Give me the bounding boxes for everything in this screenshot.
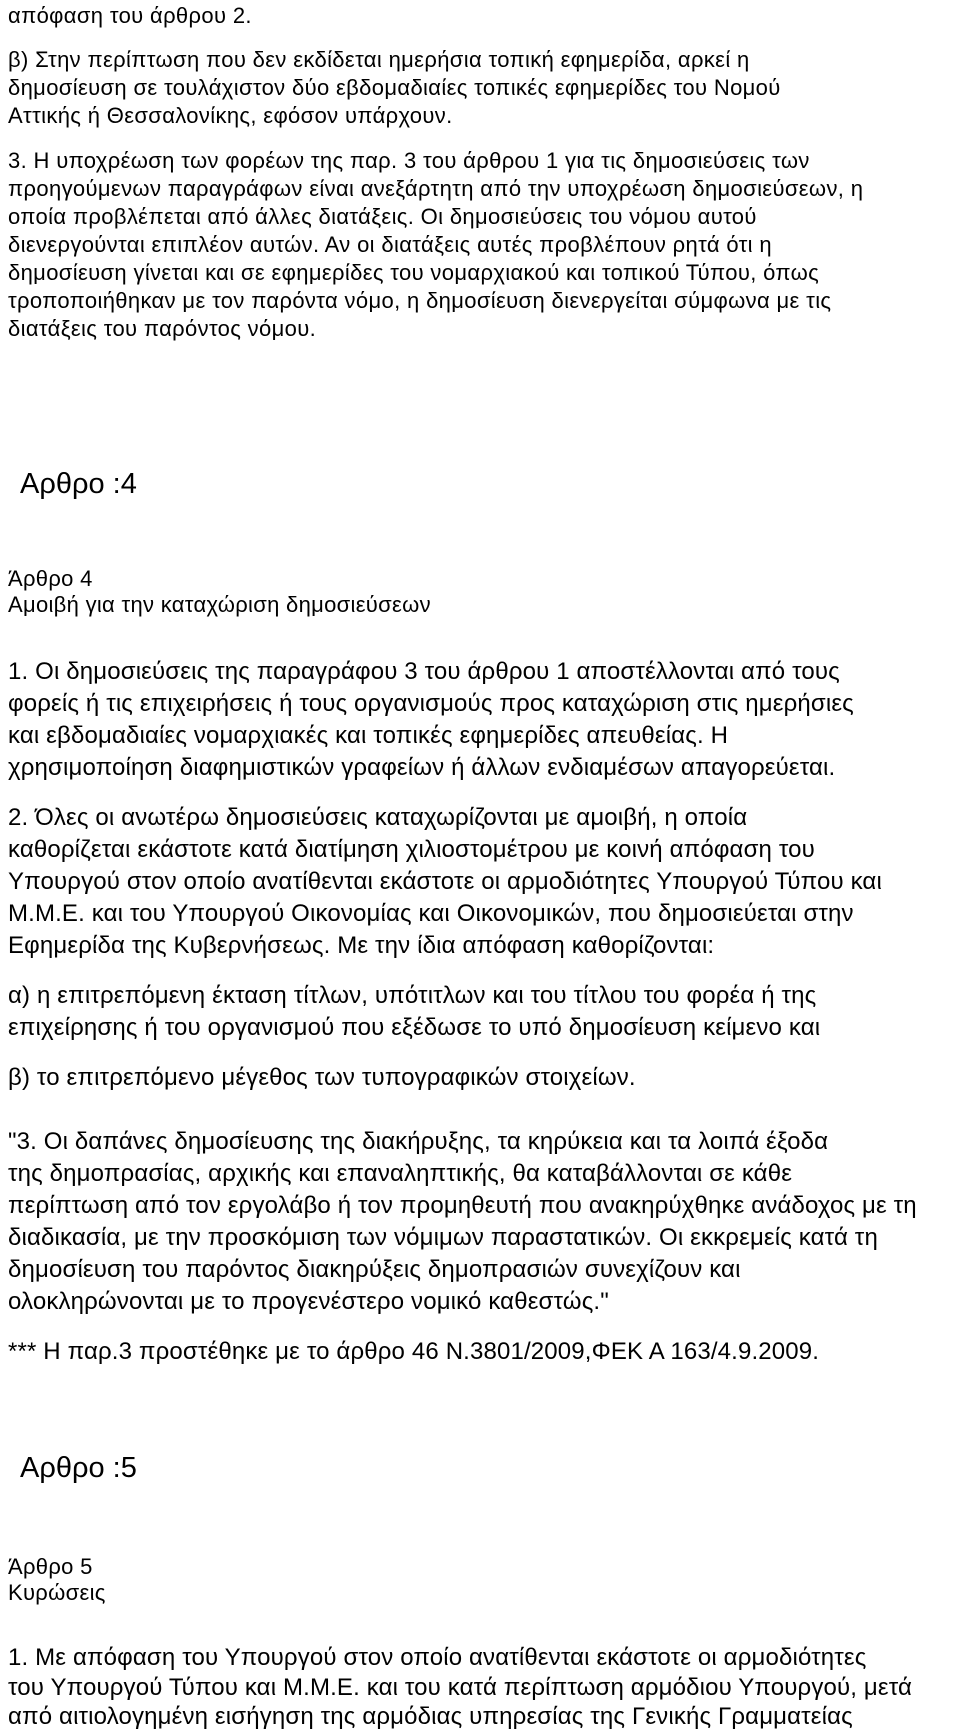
- article5-line-2: του Υπουργού Τύπου και Μ.Μ.Ε. και του κατά περίπτωση αρμόδιου Υπουργού, μετά: [8, 1674, 913, 1701]
- article4-title-number: Άρθρο 4: [8, 566, 93, 591]
- article3-line-7: οποία προβλέπεται από άλλες διατάξεις. Οι δημοσιεύσεις του νόμου αυτού: [8, 204, 757, 229]
- article4-line-10: α) η επιτρεπόμενη έκταση τίτλων, υπότιτλων και του τίτλου του φορέα ή της: [8, 982, 817, 1009]
- article3-line-8: διενεργούνται επιπλέον αυτών. Αν οι διατάξεις αυτές προβλέπουν ρητά ότι η: [8, 232, 772, 257]
- article3-line-11: διατάξεις του παρόντος νόμου.: [8, 316, 317, 341]
- article4-line-4: χρησιμοποίηση διαφημιστικών γραφείων ή άλλων ενδιαμέσων απαγορεύεται.: [8, 754, 836, 781]
- article4-line-8: Μ.Μ.Ε. και του Υπουργού Οικονομίας και Οικονομικών, που δημοσιεύεται στην: [8, 900, 854, 927]
- article3-line-4: Αττικής ή Θεσσαλονίκης, εφόσον υπάρχουν.: [8, 103, 453, 128]
- article4-line-15: περίπτωση από τον εργολάβο ή τον προμηθευτή που ανακηρύχθηκε ανάδοχος με τη: [8, 1192, 917, 1219]
- article3-line-9: δημοσίευση γίνεται και σε εφημερίδες του νομαρχιακού και τοπικού Τύπου, όπως: [8, 260, 820, 285]
- article4-line-7: Υπουργού στον οποίο ανατίθενται εκάστοτε οι αρμοδιότητες Υπουργού Τύπου και: [8, 868, 882, 895]
- article4-line-11: επιχείρησης ή του οργανισμού που εξέδωσε το υπό δημοσίευση κείμενο και: [8, 1014, 821, 1041]
- article4-line-3: και εβδομαδιαίες νομαρχιακές και τοπικές εφημερίδες απευθείας. Η: [8, 722, 729, 749]
- article3-line-1: απόφαση του άρθρου 2.: [8, 3, 252, 28]
- article4-line-17: δημοσίευση του παρόντος διακηρύξεις δημοπρασιών συνεχίζουν και: [8, 1256, 741, 1283]
- article4-line-1: 1. Οι δημοσιεύσεις της παραγράφου 3 του άρθρου 1 αποστέλλονται από τους: [8, 658, 840, 685]
- article4-line-16: διαδικασία, με την προσκόμιση των νόμιμων παραστατικών. Οι εκκρεμείς κατά τη: [8, 1224, 878, 1251]
- article4-line-6: καθορίζεται εκάστοτε κατά διατίμηση χιλιοστομέτρου με κοινή απόφαση του: [8, 836, 815, 863]
- article5-line-3: από αιτιολογημένη εισήγηση της αρμόδιας υπηρεσίας της Γενικής Γραμματείας: [8, 1703, 853, 1730]
- article5-title-text: Κυρώσεις: [8, 1580, 106, 1605]
- article4-line-18: ολοκληρώνονται με το προγενέστερο νομικό καθεστώς.": [8, 1288, 609, 1315]
- article3-line-6: προηγούμενων παραγράφων είναι ανεξάρτητη από την υποχρέωση δημοσιεύσεων, η: [8, 176, 864, 201]
- article5-title-number: Άρθρο 5: [8, 1554, 93, 1579]
- article4-line-13: "3. Οι δαπάνες δημοσίευσης της διακήρυξης, τα κηρύκεια και τα λοιπά έξοδα: [8, 1128, 829, 1155]
- article3-line-2: β) Στην περίπτωση που δεν εκδίδεται ημερήσια τοπική εφημερίδα, αρκεί η: [8, 47, 750, 72]
- article5-line-1: 1. Με απόφαση του Υπουργού στον οποίο ανατίθενται εκάστοτε οι αρμοδιότητες: [8, 1644, 867, 1671]
- article3-line-5: 3. Η υποχρέωση των φορέων της παρ. 3 του άρθρου 1 για τις δημοσιεύσεις των: [8, 148, 810, 173]
- article4-line-9: Εφημερίδα της Κυβερνήσεως. Με την ίδια απόφαση καθορίζονται:: [8, 932, 715, 959]
- article4-line-5: 2. Όλες οι ανωτέρω δημοσιεύσεις καταχωρίζονται με αμοιβή, η οποία: [8, 804, 748, 831]
- article4-line-12: β) το επιτρεπόμενο μέγεθος των τυπογραφικών στοιχείων.: [8, 1064, 636, 1091]
- article4-amendment-note: *** Η παρ.3 προστέθηκε με το άρθρο 46 Ν.3801/2009,ΦΕΚ Α 163/4.9.2009.: [8, 1338, 820, 1365]
- article4-line-2: φορείς ή τις επιχειρήσεις ή τους οργανισμούς προς καταχώριση στις ημερήσιες: [8, 690, 854, 717]
- article4-heading: Αρθρο :4: [20, 468, 137, 500]
- article3-line-3: δημοσίευση σε τουλάχιστον δύο εβδομαδιαίες τοπικές εφημερίδες του Νομού: [8, 75, 781, 100]
- article4-title-text: Αμοιβή για την καταχώριση δημοσιεύσεων: [8, 592, 431, 617]
- article5-heading: Αρθρο :5: [20, 1452, 137, 1484]
- article4-line-14: της δημοπρασίας, αρχικής και επαναληπτικής, θα καταβάλλονται σε κάθε: [8, 1160, 793, 1187]
- article3-line-10: τροποποιήθηκαν με τον παρόντα νόμο, η δημοσίευση διενεργείται σύμφωνα με τις: [8, 288, 832, 313]
